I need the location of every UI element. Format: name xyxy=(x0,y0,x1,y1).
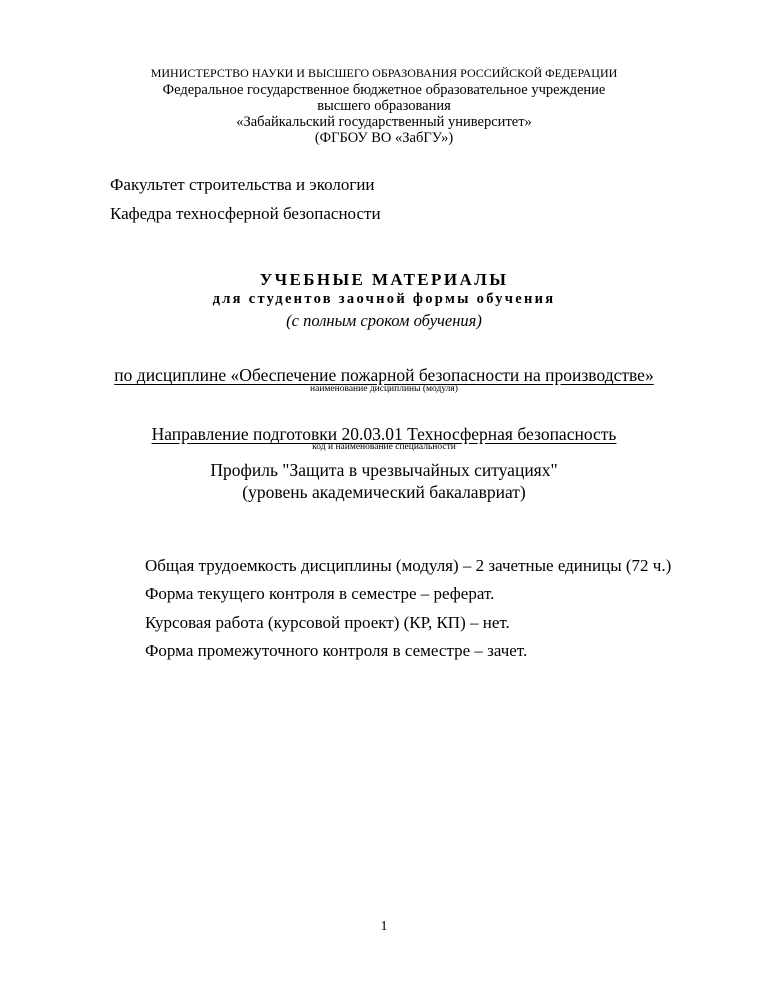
discipline-caption: наименование дисциплины (модуля) xyxy=(310,384,458,394)
university-abbreviation: (ФГБОУ ВО «ЗабГУ») xyxy=(314,130,454,146)
info-line-coursework: Курсовая работа (курсовой проект) (КР, КП) – нет. xyxy=(145,613,510,632)
institution-type: Федеральное государственное бюджетное образовательное учреждение xyxy=(162,82,606,98)
faculty-name: Факультет строительства и экологии xyxy=(110,175,375,194)
department-name: Кафедра техносферной безопасности xyxy=(110,204,381,223)
info-line-current-control: Форма текущего контроля в семестре – реферат. xyxy=(145,584,495,603)
profile-name: Профиль "Защита в чрезвычайных ситуациях" xyxy=(210,460,558,480)
profile-level: (уровень академический бакалавриат) xyxy=(242,482,526,502)
page-number: 1 xyxy=(380,919,388,934)
info-line-workload: Общая трудоемкость дисциплины (модуля) – 2 зачетные единицы (72 ч.) xyxy=(145,556,672,575)
education-level: высшего образования xyxy=(317,98,451,114)
document-subtitle-note: (с полным сроком обучения) xyxy=(286,311,482,330)
document-subtitle: для студентов заочной формы обучения xyxy=(212,291,556,307)
direction-caption: код и наименование специальности xyxy=(312,442,456,452)
discipline-line xyxy=(0,365,768,386)
document-title: УЧЕБНЫЕ МАТЕРИАЛЫ xyxy=(259,270,509,289)
info-line-intermediate-control: Форма промежуточного контроля в семестре – зачет. xyxy=(145,641,528,660)
university-name: «Забайкальский государственный университет» xyxy=(236,114,532,130)
discipline-text: по дисциплине «Обеспечение пожарной безопасности на производстве» xyxy=(114,365,654,385)
direction-text: Направление подготовки 20.03.01 Техносферная безопасность xyxy=(151,424,617,444)
ministry-name: МИНИСТЕРСТВО НАУКИ И ВЫСШЕГО ОБРАЗОВАНИЯ РОССИЙСКОЙ ФЕДЕРАЦИИ xyxy=(150,66,618,80)
